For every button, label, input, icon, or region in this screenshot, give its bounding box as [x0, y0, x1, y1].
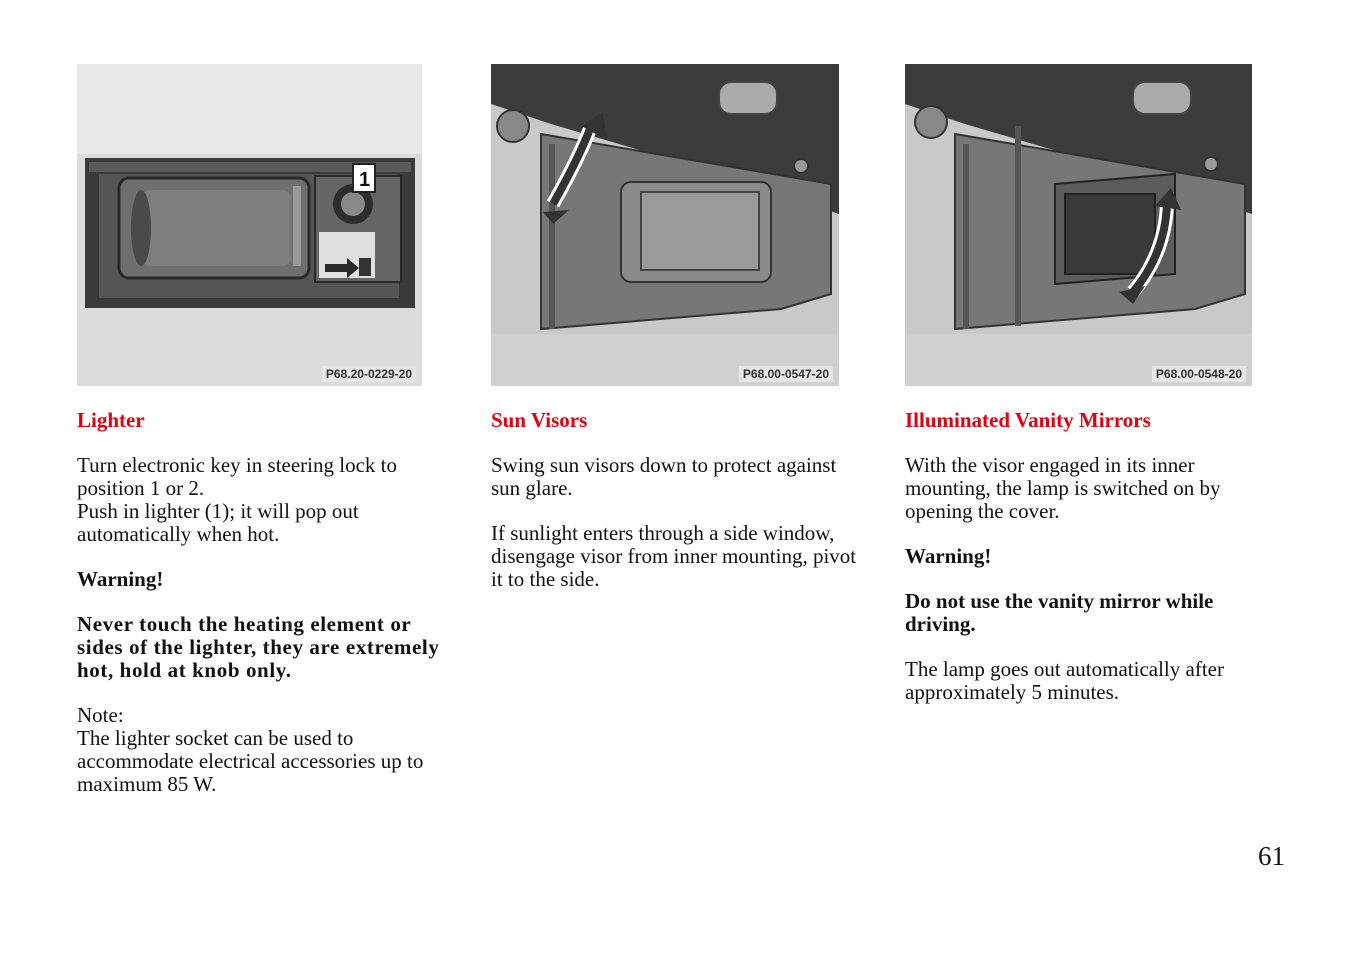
note-label: Note:: [77, 703, 124, 727]
paragraph: Swing sun visors down to protect against sun glare.: [491, 453, 837, 500]
vanity-mirror-illustration: [905, 64, 1252, 386]
warning-text: Never touch the heating element or sides of the lighter, they are extremely hot, hold at knob only.: [77, 612, 440, 682]
warning-text: Do not use the vanity mirror while driving.: [905, 589, 1214, 636]
section-heading: Sun Visors: [491, 408, 588, 432]
lighter-callout-number: 1: [359, 169, 371, 191]
page-number: 61: [1258, 841, 1285, 871]
lighter-illustration: [77, 64, 422, 386]
sun-visor-figure: [491, 64, 839, 386]
sun-visors-section: [491, 64, 863, 591]
paragraph: With the visor engaged in its inner mounting, the lamp is switched on by opening the cover.: [905, 453, 1221, 523]
section-heading: Lighter: [77, 408, 145, 432]
paragraph: If sunlight enters through a side window, disengage visor from inner mounting, pivot it to the side.: [491, 521, 857, 591]
vanity-mirrors-section: [905, 64, 1277, 704]
lighter-figure: [77, 64, 422, 386]
sun-visor-illustration: [491, 64, 839, 386]
figure-code: P68.00-0547-20: [739, 366, 833, 382]
warning-label: Warning!: [77, 567, 164, 591]
paragraph: The lamp goes out automatically after approximately 5 minutes.: [905, 657, 1224, 704]
figure-code: P68.00-0548-20: [1152, 366, 1246, 382]
note-text: The lighter socket can be used to accommodate electrical accessories up to maximum 85 W.: [77, 726, 424, 796]
figure-code: P68.20-0229-20: [322, 366, 416, 382]
section-heading: Illuminated Vanity Mirrors: [905, 408, 1151, 432]
paragraph: Turn electronic key in steering lock to position 1 or 2.: [77, 453, 397, 500]
lighter-section: [77, 64, 449, 796]
warning-label: Warning!: [905, 544, 992, 568]
paragraph: Push in lighter (1); it will pop out automatically when hot.: [77, 499, 359, 546]
vanity-mirror-figure: [905, 64, 1252, 386]
